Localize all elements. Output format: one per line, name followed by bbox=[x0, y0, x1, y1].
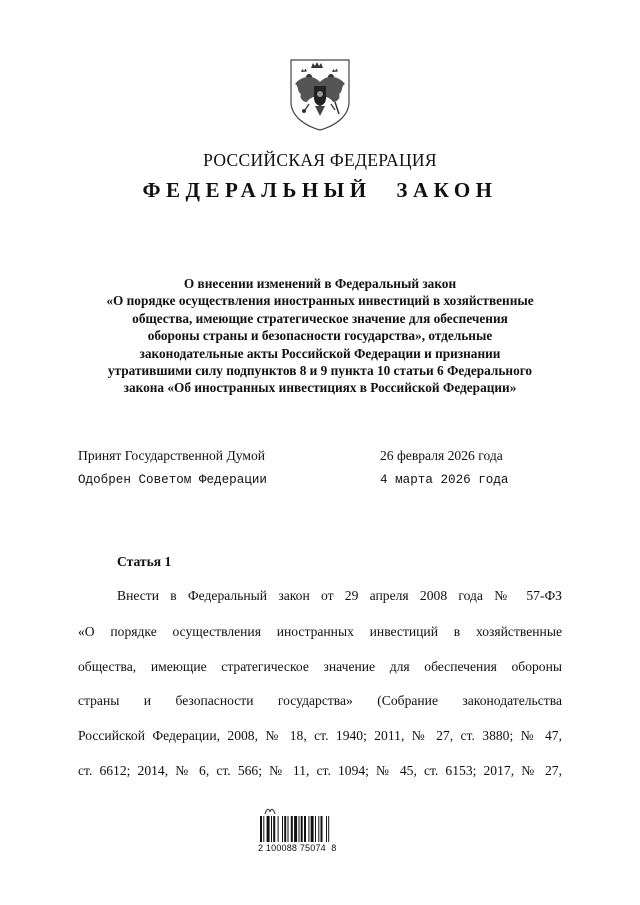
adoption-council-date: 4 марта 2026 года bbox=[380, 473, 509, 487]
barcode-bar bbox=[263, 816, 264, 842]
barcode-bar bbox=[278, 816, 279, 842]
law-title-line: закона «Об иностранных инвестициях в Российской Федерации» bbox=[123, 380, 517, 396]
article-text-line: «О порядке осуществления иностранных инвестиций в хозяйственные bbox=[78, 624, 562, 639]
adoption-duma-row bbox=[78, 448, 578, 464]
barcode-bar bbox=[299, 816, 300, 842]
article-text-line: общества, имеющие стратегическое значение для обеспечения обороны bbox=[78, 659, 562, 674]
adoption-council-row bbox=[78, 473, 578, 487]
barcode-bar bbox=[267, 816, 270, 842]
law-title-line: «О порядке осуществления иностранных инвестиций в хозяйственные bbox=[106, 293, 534, 309]
barcode-bar bbox=[260, 816, 262, 842]
article-text-line: страны и безопасности государства» (Собрание законодательства bbox=[78, 693, 562, 708]
barcode-bar bbox=[326, 816, 327, 842]
coat-of-arms-icon bbox=[287, 58, 353, 132]
barcode-bar bbox=[282, 816, 283, 842]
barcode-bar bbox=[288, 816, 289, 842]
barcode-bar bbox=[291, 816, 293, 842]
barcode-bar bbox=[321, 816, 323, 842]
barcode-bar bbox=[315, 816, 316, 842]
document-type: ФЕДЕРАЛЬНЫЙ ЗАКОН bbox=[142, 178, 498, 202]
law-title bbox=[60, 275, 580, 397]
barcode-bar bbox=[294, 816, 297, 842]
barcode-icon bbox=[260, 816, 370, 842]
law-title-line: утратившими силу подпунктов 8 и 9 пункта 10 статьи 6 Федерального bbox=[107, 363, 533, 379]
law-title-line: законодательные акты Российской Федерации и признании bbox=[139, 345, 501, 361]
article-text-line: Внести в Федеральный закон от 29 апреля 2008 года № 57-ФЗ bbox=[117, 588, 562, 603]
article-text-line: ст. 6612; 2014, № 6, ст. 566; № 11, ст. 1094; № 45, ст. 6153; 2017, № 27, bbox=[78, 763, 562, 778]
barcode-number: 2 100088 75074 8 bbox=[258, 843, 337, 853]
adoption-duma-date: 26 февраля 2026 года bbox=[380, 448, 503, 463]
country-name: РОССИЙСКАЯ ФЕДЕРАЦИЯ bbox=[203, 150, 437, 170]
law-title-line: общества, имеющие стратегическое значение для обеспечения bbox=[132, 310, 508, 326]
article-text-line: Российской Федерации, 2008, № 18, ст. 1940; 2011, № 27, ст. 3880; № 47, bbox=[78, 728, 562, 743]
barcode-bar bbox=[271, 816, 272, 842]
law-title-line: обороны страны и безопасности государства», отдельные bbox=[147, 328, 493, 344]
barcode-bar bbox=[308, 816, 309, 842]
article-heading: Статья 1 bbox=[117, 554, 172, 569]
barcode-bar bbox=[318, 816, 319, 842]
barcode-bar bbox=[328, 816, 329, 842]
barcode-bar bbox=[304, 816, 306, 842]
barcode-bar bbox=[273, 816, 275, 842]
adoption-council-label: Одобрен Советом Федерации bbox=[78, 473, 267, 487]
adoption-duma-label: Принят Государственной Думой bbox=[78, 448, 266, 463]
barcode-bar bbox=[284, 816, 286, 842]
law-title-line: О внесении изменений в Федеральный закон bbox=[183, 276, 457, 291]
barcode-bar bbox=[301, 816, 303, 842]
barcode-bar bbox=[311, 816, 314, 842]
barcode bbox=[252, 806, 372, 856]
scribble-mark-icon bbox=[264, 806, 276, 816]
